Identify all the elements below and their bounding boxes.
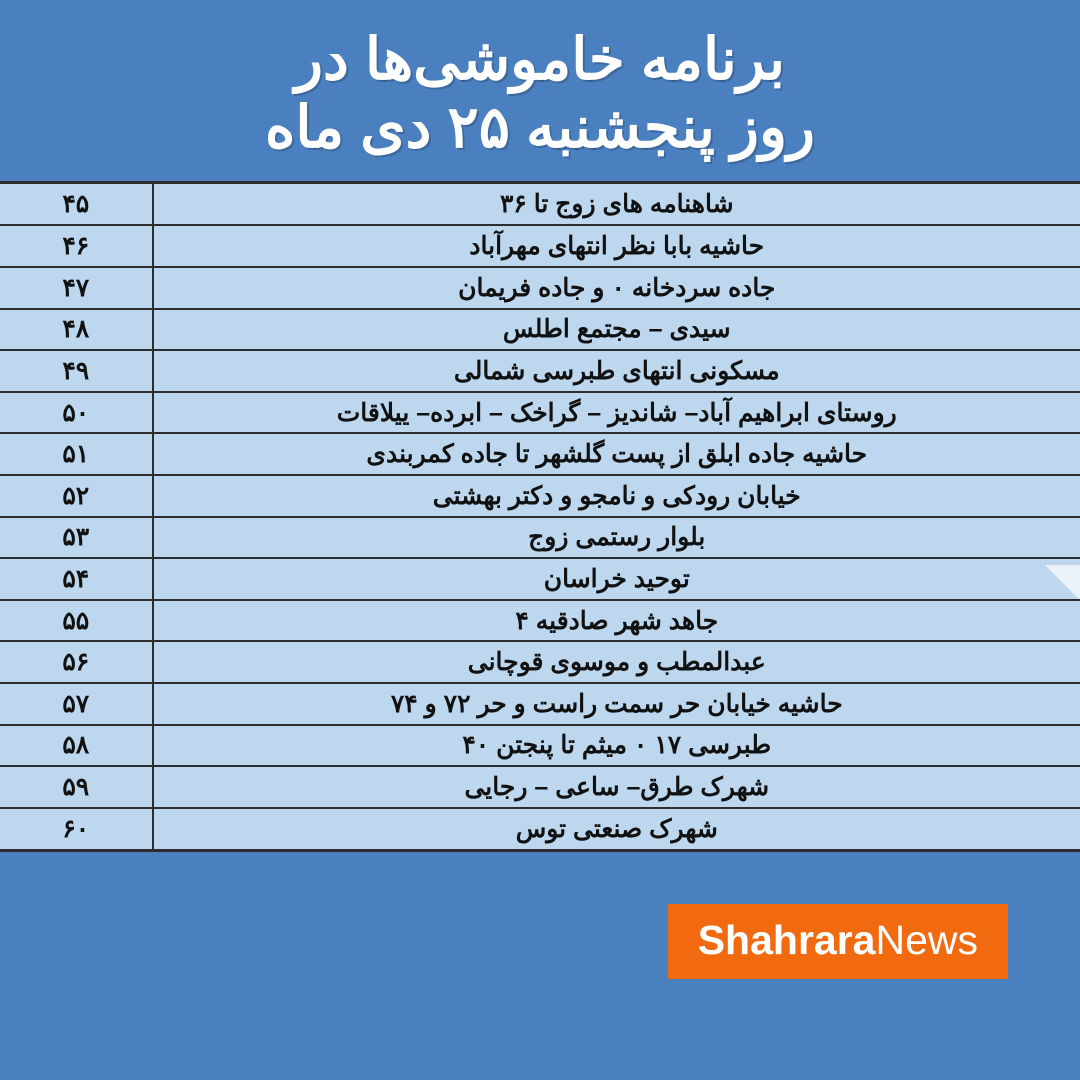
table-row xyxy=(0,808,1080,850)
table-row xyxy=(0,517,1080,559)
row-area: شهرک طرق– ساعی – رجایی xyxy=(153,766,1080,808)
row-area: توحید خراسان xyxy=(153,558,1080,600)
shahrara-news-logo xyxy=(668,904,1008,979)
row-area: عبدالمطب و موسوی قوچانی xyxy=(153,641,1080,683)
table-row xyxy=(0,558,1080,600)
row-area: خیابان رودکی و نامجو و دکتر بهشتی xyxy=(153,475,1080,517)
row-area: سیدی – مجتمع اطلس xyxy=(153,309,1080,351)
table-row xyxy=(0,433,1080,475)
outage-table-body xyxy=(0,184,1080,850)
row-number: ۵۵ xyxy=(0,600,153,642)
table-row xyxy=(0,392,1080,434)
row-number: ۴۸ xyxy=(0,309,153,351)
table-row xyxy=(0,309,1080,351)
row-number: ۵۶ xyxy=(0,641,153,683)
table-row xyxy=(0,184,1080,226)
row-number: ۴۹ xyxy=(0,350,153,392)
table-row xyxy=(0,475,1080,517)
table-row xyxy=(0,225,1080,267)
row-area: جاهد شهر صادقیه ۴ xyxy=(153,600,1080,642)
outage-table xyxy=(0,184,1080,850)
row-area: جاده سردخانه ۰ و جاده فریمان xyxy=(153,267,1080,309)
table-row xyxy=(0,683,1080,725)
row-area: مسکونی انتهای طبرسی شمالی xyxy=(153,350,1080,392)
row-number: ۵۸ xyxy=(0,725,153,767)
table-row xyxy=(0,766,1080,808)
row-number: ۴۷ xyxy=(0,267,153,309)
row-area: حاشیه خیابان حر سمت راست و حر ۷۲ و ۷۴ xyxy=(153,683,1080,725)
row-number: ۴۶ xyxy=(0,225,153,267)
row-number: ۴۵ xyxy=(0,184,153,226)
logo-brand-bold: Shahrara xyxy=(697,917,876,964)
row-number: ۵۱ xyxy=(0,433,153,475)
table-row xyxy=(0,725,1080,767)
row-area: روستای ابراهیم آباد– شاندیز – گراخک – ابرده– ییلاقات xyxy=(153,392,1080,434)
row-area: بلوار رستمی زوج xyxy=(153,517,1080,559)
table-row xyxy=(0,267,1080,309)
logo-wordmark xyxy=(697,917,978,964)
row-number: ۵۷ xyxy=(0,683,153,725)
row-number: ۵۴ xyxy=(0,558,153,600)
title-line-2: روز پنجشنبه ۲۵ دی ماه xyxy=(264,95,816,161)
row-area: حاشیه بابا نظر انتهای مهرآباد xyxy=(153,225,1080,267)
outage-table-container xyxy=(0,181,1080,853)
table-row xyxy=(0,641,1080,683)
poster-footer xyxy=(0,852,1080,1080)
logo-brand-light: News xyxy=(875,917,978,964)
table-row xyxy=(0,600,1080,642)
row-area: طبرسی ۱۷ ۰ میثم تا پنجتن ۴۰ xyxy=(153,725,1080,767)
row-number: ۵۳ xyxy=(0,517,153,559)
row-area: شاهنامه های زوج تا ۳۶ xyxy=(153,184,1080,226)
row-number: ۵۹ xyxy=(0,766,153,808)
table-row xyxy=(0,350,1080,392)
row-number: ۶۰ xyxy=(0,808,153,850)
row-area: شهرک صنعتی توس xyxy=(515,815,718,844)
row-number: ۵۲ xyxy=(0,475,153,517)
row-area: حاشیه جاده ابلق از پست گلشهر تا جاده کمربندی xyxy=(153,433,1080,475)
title-line-1: برنامه خاموشی‌ها در xyxy=(295,27,785,92)
row-number: ۵۰ xyxy=(0,392,153,434)
poster-title xyxy=(0,0,1080,171)
